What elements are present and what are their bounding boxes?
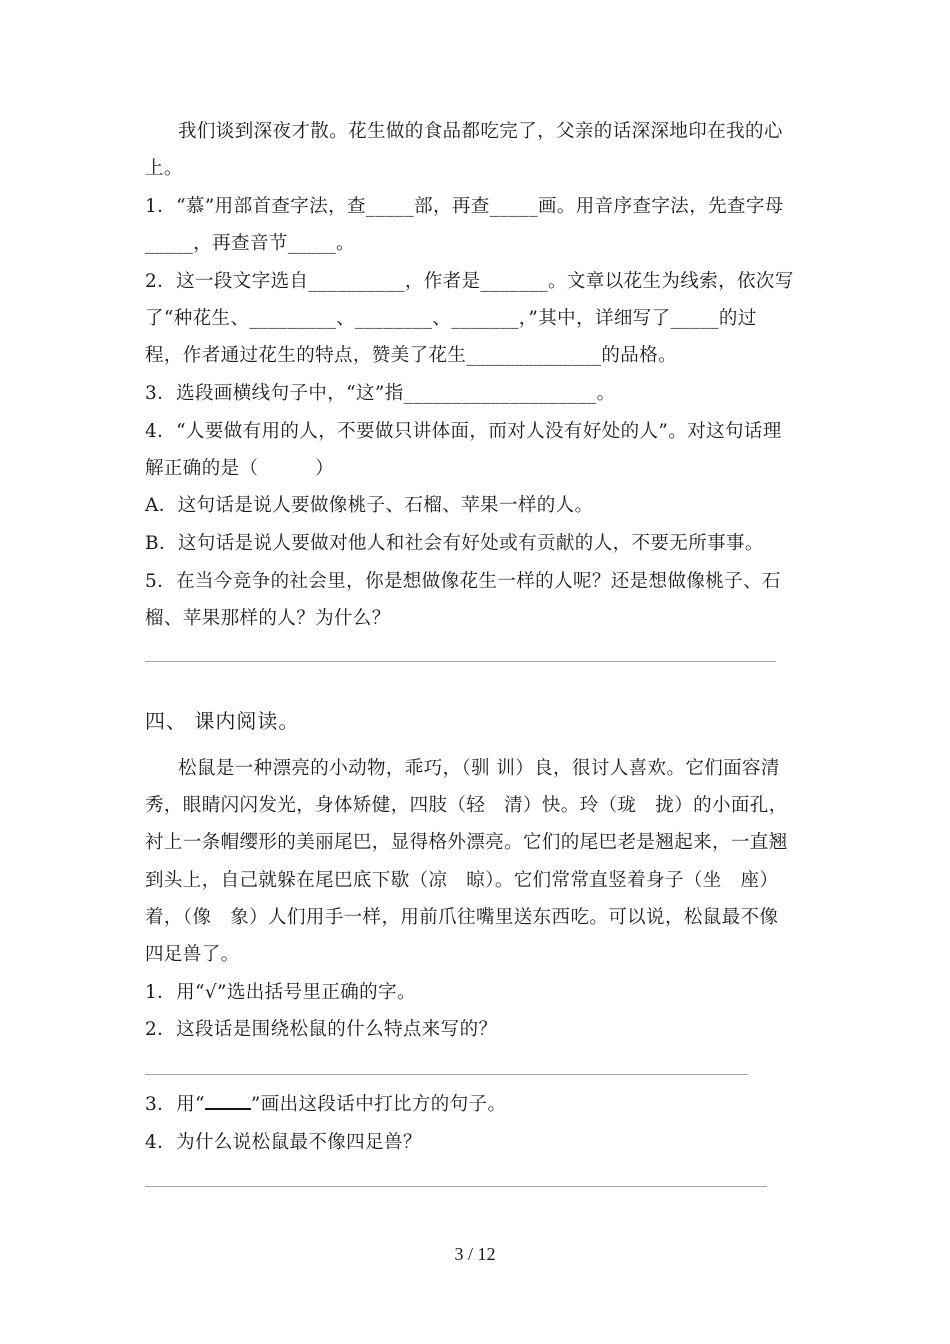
question-1-line: 1．用“√”选出括号里正确的字。 bbox=[145, 982, 416, 1003]
underline-sample bbox=[205, 1094, 251, 1110]
question-5-line: 5．在当今竞争的社会里，你是想做像花生一样的人呢？还是想做像桃子、石 bbox=[145, 571, 781, 592]
question-2-line: 了“种花生、_________、________、_______，”其中，详细写了_____的过 bbox=[145, 308, 757, 329]
question-2-line: 2．这段话是围绕松鼠的什么特点来写的？ bbox=[145, 1019, 498, 1040]
passage-line: 到头上，自己就躲在尾巴底下歇（凉 晾）。它们常常直竖着身子（坐 座） bbox=[145, 870, 779, 891]
passage-line: 衬上一条帽缨形的美丽尾巴，显得格外漂亮。它们的尾巴老是翘起来，一直翘 bbox=[145, 832, 788, 853]
passage-line: 四足兽了。 bbox=[145, 944, 240, 965]
passage-line: 上。 bbox=[145, 158, 183, 179]
answer-line[interactable] bbox=[145, 661, 776, 662]
question-2-line: 程，作者通过花生的特点，赞美了花生______________的品格。 bbox=[145, 345, 678, 366]
option-b: B．这句话是说人要做对他人和社会有好处或有贡献的人，不要无所事事。 bbox=[145, 533, 764, 554]
section-heading: 四、 课内阅读。 bbox=[145, 709, 300, 733]
page-number: 3 / 12 bbox=[454, 1244, 496, 1264]
question-4-line: 4．“人要做有用的人，不要做只讲体面，而对人没有好处的人”。对这句话理 bbox=[145, 421, 782, 442]
question-2-line: 2．这一段文字选自__________，作者是_______。文章以花生为线索，依次写 bbox=[145, 271, 794, 292]
question-1-line: 1．“慕”用部首查字法，查_____部，再查_____画。用音序查字法，先查字母 bbox=[145, 196, 784, 217]
question-3-line bbox=[145, 1093, 506, 1117]
question-4-line: 4．为什么说松鼠最不像四足兽？ bbox=[145, 1132, 422, 1153]
answer-line[interactable] bbox=[145, 1074, 748, 1075]
question-3-suffix: ”画出这段话中打比方的句子。 bbox=[250, 1094, 507, 1115]
passage-line: 着，（像 象）人们用手一样，用前爪往嘴里送东西吃。可以说，松鼠最不像 bbox=[145, 907, 779, 928]
question-1-line: _____，再查音节_____。 bbox=[145, 233, 355, 254]
question-4-line: 解正确的是（ ） bbox=[145, 458, 335, 479]
passage-line: 我们谈到深夜才散。花生做的食品都吃完了，父亲的话深深地印在我的心 bbox=[178, 121, 783, 142]
answer-line[interactable] bbox=[145, 1186, 767, 1187]
question-3-prefix: 3．用“ bbox=[145, 1094, 205, 1115]
passage-line: 秀，眼睛闪闪发光，身体矫健，四肢（轻 清）快。玲（珑 拢）的小面孔， bbox=[145, 795, 788, 816]
passage-line: 松鼠是一种漂亮的小动物，乖巧，（驯 训）良，很讨人喜欢。它们面容清 bbox=[178, 758, 780, 779]
question-3-line: 3．选段画横线句子中，“这”指____________________。 bbox=[145, 383, 616, 404]
question-5-line: 榴、苹果那样的人？为什么？ bbox=[145, 608, 391, 629]
option-a: A．这句话是说人要做像桃子、石榴、苹果一样的人。 bbox=[145, 495, 594, 516]
